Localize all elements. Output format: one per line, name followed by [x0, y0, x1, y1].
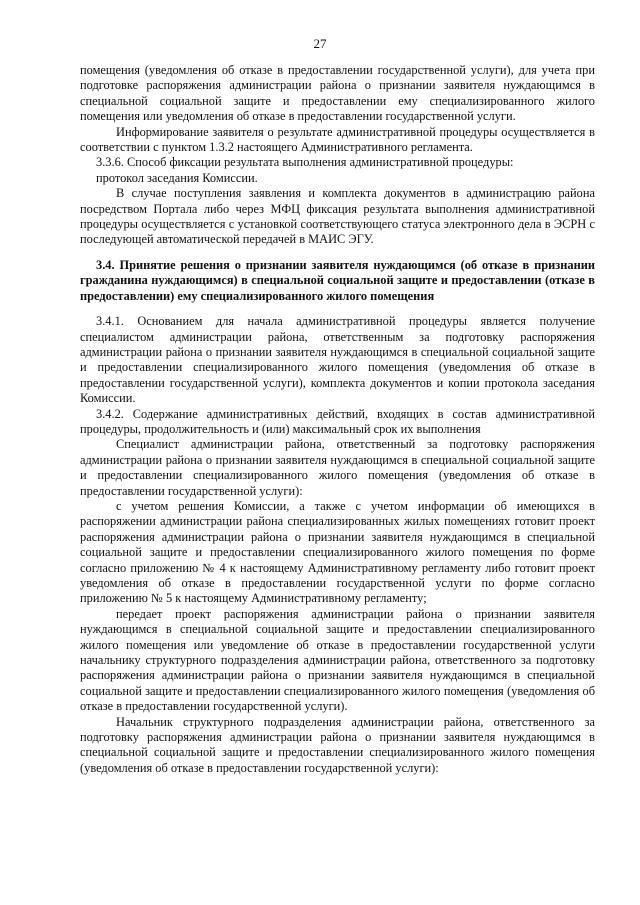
page-number: 27	[313, 36, 327, 51]
paragraph-3-3-6: 3.3.6. Способ фиксации результата выполнения административной процедуры:	[96, 155, 514, 170]
paragraph-prepares-draft: с учетом решения Комиссии, а также с учетом информации об имеющихся в распоряжении администрации района специализированных жилых помещениях готовит проект распоряжения администрации района о признании заявителя нуждающимся в специальной социальной защите и предоставлении специализированного жилого помещения по форме согласно приложению № 4 к настоящему Административному регламенту либо готовит проект уведомления об отказе в предоставлении государственной услуги по форме согласно приложению № 5 к настоящему Административному регламенту;	[80, 498, 595, 606]
paragraph-transfers-draft: передает проект распоряжения администрации района о признании заявителя нуждающимся в специальной социальной защите и предоставлении специализированного жилого помещения или уведомление об отказе в предоставлении государственной услуги начальнику структурного подразделения администрации района, ответственного за подготовку распоряжения администрации района о признании заявителя нуждающимся в специальной социальной защите и предоставлении специализированного жилого помещения (уведомления об отказе в предоставлении государственной услуги).	[80, 606, 595, 714]
paragraph-result-continuation: помещения (уведомления об отказе в предоставлении государственной услуги), для учета при подготовке распоряжения администрации района о признании заявителя нуждающимся в специальной социальной защите и предоставлении ему специализированного жилого помещения или уведомления об отказе в предоставлении государственной услуги.	[80, 63, 595, 124]
spacer	[80, 248, 595, 258]
section-heading-3-4: 3.4. Принятие решения о признании заявителя нуждающимся (об отказе в признании гражданина нуждающимся) в специальной социальной защите и предоставлении (отказе в предоставлении) ему специализированного жилого помещения	[80, 257, 595, 303]
paragraph-head-of-department: Начальник структурного подразделения администрации района, ответственного за подготовку распоряжения администрации района о признании заявителя нуждающимся в специальной социальной защите и предоставлении специализированного жилого помещения (уведомления об отказе в предоставлении государственной услуги):	[80, 714, 595, 775]
spacer	[80, 304, 595, 314]
paragraph-informing: Информирование заявителя о результате административной процедуры осуществляется в соответствии с пунктом 1.3.2 настоящего Административного регламента.	[80, 124, 595, 155]
page-content	[80, 63, 595, 776]
paragraph-3-4-2: 3.4.2. Содержание административных действий, входящих в состав административной процедуры, продолжительность и (или) максимальный срок их выполнения	[80, 406, 595, 436]
paragraph-protocol: протокол заседания Комиссии.	[96, 170, 258, 185]
paragraph-portal-case: В случае поступления заявления и комплекта документов в администрацию района посредством Портала либо через МФЦ фиксация результата выполнения административной процедуры осуществляется с установкой соответствующего статуса электронного дела в ЭСРН с последующей автоматической передачей в МАИС ЭГУ.	[80, 186, 595, 247]
paragraph-specialist: Специалист администрации района, ответственный за подготовку распоряжения администрации района о признании заявителя нуждающимся в специальной социальной защите и предоставлении специализированного жилого помещения (уведомления об отказе в предоставлении государственной услуги):	[80, 437, 595, 498]
paragraph-3-4-1: 3.4.1. Основанием для начала административной процедуры является получение специалистом администрации района, ответственным за подготовку распоряжения администрации района о признании заявителя нуждающимся в специальной социальной защите и предоставлении специализированного жилого помещения (уведомления об отказе в предоставлении государственной услуги), комплекта документов и копии протокола заседания Комиссии.	[80, 314, 595, 406]
